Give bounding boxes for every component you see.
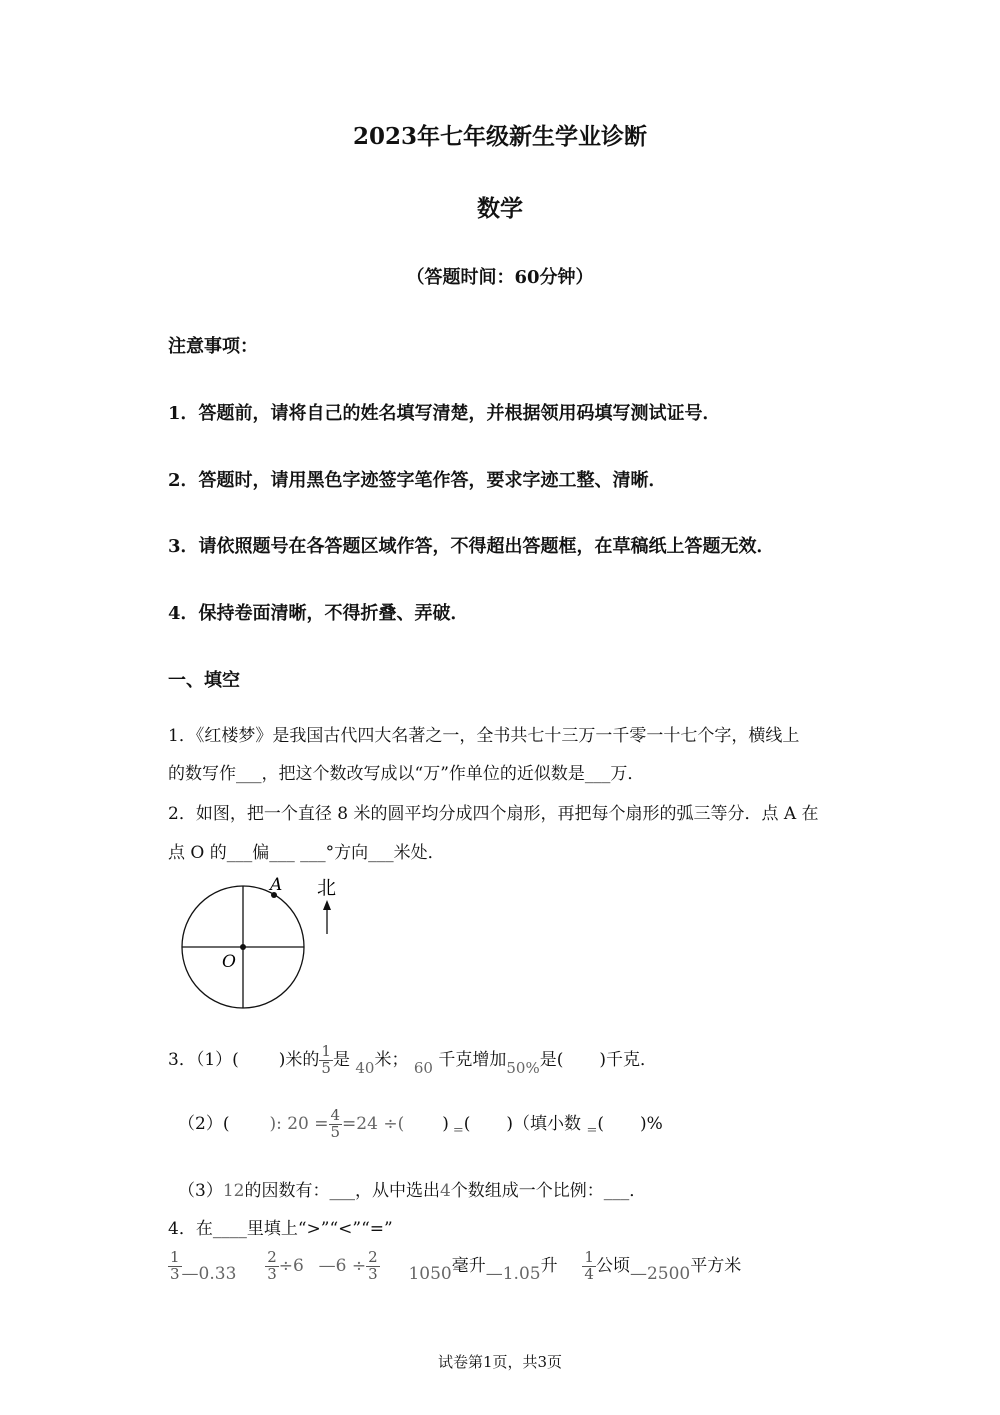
q3-part-3: （3）12的因数有：___，从中选出4个数组成一个比例：___． — [178, 1181, 647, 1201]
q1-line-1: 1．《红楼梦》是我国古代四大名著之一，全书共七十三万一千零一十七个字，横线上 — [168, 726, 800, 746]
fraction-four-fifths: $\frac{4}{5}$ — [330, 1106, 341, 1141]
fraction-one-third: $\frac{1}{3}$ — [170, 1248, 180, 1283]
circle-figure — [170, 868, 350, 1018]
fraction-one-quarter: $\frac{1}{4}$ — [584, 1248, 594, 1283]
notes-heading: 注意事项： — [168, 336, 258, 357]
time-note: （答题时间：60分钟） — [406, 267, 594, 288]
note-item-3: 3．请依照题号在各答题区域作答，不得超出答题框，在草稿纸上答题无效． — [168, 536, 775, 557]
q3-part-2: （2）( ): 20 = $\frac{4}{5}$ =24 ÷( ) $_=$( )（填小数 $_=$( )% — [178, 1106, 663, 1141]
note-item-1: 1．答题前，请将自己的姓名填写清楚，并根据领用码填写测试证号． — [168, 403, 721, 424]
fraction-one-fifth: $\frac{1}{5}$ — [321, 1042, 331, 1077]
note-item-4: 4．保持卷面清晰，不得折叠、弄破． — [168, 603, 469, 624]
q3-part-1: 3．（1）( )米的 $\frac{1}{5}$ 是 40米； 60 千克增加50%是( )千克． — [168, 1042, 657, 1077]
north-label: 北 — [317, 877, 337, 899]
north-arrow-icon — [323, 900, 331, 910]
q1-line-2: 的数写作___，把这个数改写成以“万”作单位的近似数是___万． — [168, 764, 645, 784]
label-o: O — [222, 952, 236, 972]
q4-items: $\frac{1}{3}$ —0.33 $\frac{2}{3}$ ÷6 —6 ÷ $\frac{2}{3}$ 1050毫升—1.05升 $\frac{1}{4}$ 公顷—2500平方米 — [170, 1248, 742, 1284]
fraction-two-thirds-b: $\frac{2}{3}$ — [368, 1248, 378, 1283]
q2-line-2: 点 O 的___偏___ ___°方向___米处． — [168, 843, 445, 863]
page-footer: 试卷第1页，共3页 — [437, 1353, 563, 1371]
center-point-o — [240, 944, 246, 950]
fraction-two-thirds-a: $\frac{2}{3}$ — [267, 1248, 277, 1283]
q4-line-1: 4．在____里填上“>”“<”“=” — [168, 1219, 393, 1239]
subject-title: 数学 — [477, 195, 523, 222]
note-item-2: 2．答题时，请用黑色字迹签字笔作答，要求字迹工整、清晰． — [168, 470, 667, 491]
q2-line-1: 2．如图，把一个直径 8 米的圆平均分成四个扇形，再把每个扇形的弧三等分．点 A 在 — [168, 804, 819, 824]
label-a: A — [270, 875, 283, 895]
page-title: 2023年七年级新生学业诊断 — [352, 123, 647, 150]
section-heading: 一、填空 — [168, 670, 240, 691]
